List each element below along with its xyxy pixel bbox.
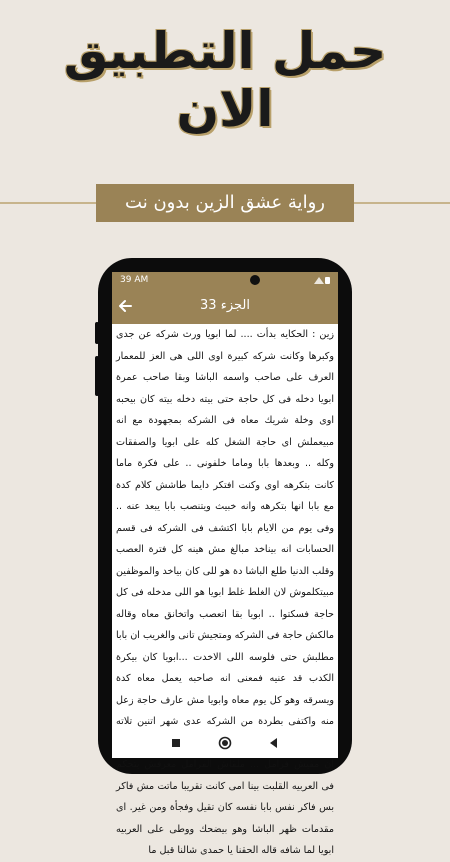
- signal-icon: [314, 276, 330, 284]
- headline-line-1: حمل التطبيق: [63, 22, 387, 80]
- banner-divider-right: [354, 202, 450, 204]
- triangle-back-icon[interactable]: [266, 735, 282, 751]
- promo-headline: [0, 22, 450, 138]
- status-time: 39 AM: [120, 275, 149, 285]
- promo-banner: رواية عشق الزين بدون نت: [96, 184, 354, 222]
- phone-volume-button: [95, 356, 99, 396]
- square-icon[interactable]: [168, 735, 184, 751]
- circle-icon[interactable]: [217, 735, 233, 751]
- phone-side-button: [95, 322, 99, 344]
- status-bar: [112, 272, 338, 288]
- story-text: زين : الحكايه بدأت .... لما ابويا ورث شركه عن جدى وكبرها وكانت شركه كبيرة اوى اللى هى العز للمعمار العرف على صاحب واسمه الباشا وبقا صاحب عمرة ابويا دخله فى كل حاجة حتى بيته دخله بيته كان بيحبه اوى وخلة شريك معاه فى الشركه بمجهودة مع انه مبيعملش اى حاجة الشغل كله على ابويا والصفقات وكله .. وبعدها بابا وماما خلفونى .. على فكرة ماما كانت بتكرهه اوى وكنت افتكر دايما طاشش كلام كدة مع بابا انها بتكرهه وانه خبيث ويتنصب بابا يبعد عنه .. وفى يوم من الايام بابا اكتشف فى الشركه فى قسم الحسابات انه بيناخد مبالغ مش هينه كل فترة العصب وقلب الدنيا طلع الباشا دة هو للى كان بياخد والموظفين مبيتكلموش لان الغلط غلط ابويا هو اللى مدخله فى كل حاجة فسكتوا .. ابويا بقا اتعصب واتخانق معاه وقاله مالكش حاجة فى الشركه ومتجيش تانى والغريب ان بابا مطلبش حتى فلوسه اللى الاخدت ...ابويا كان بيكرة الكدب قد عنيه فمعنى انه صاحبه يعمل معاه كدة ويسرقه وهو كل يوم معاه وابويا مش عارف حاجة زعل منه واكتفى بطردة من الشركه عدى شهر اتنين تلاته ان مفيش فرامل ... ملقاش الفرامل معرفش يتحكم فى العربيه القلبت بينا امى كانت تقريبا ماتت مش فاكر بس فاكر نفس بابا نفسه كان تقيل وفجأة ومن غير. اى مقدمات ظهر الباشا وهو بيضحك ووطى على العربيه ابويا لما شافه قاله الحقنا يا حمدى شالنا قبل ما: [116, 329, 334, 856]
- banner-divider-left: [0, 202, 96, 204]
- chapter-title: الجزء 33: [200, 298, 250, 313]
- headline-line-2: الان: [176, 80, 274, 138]
- phone-screen: [112, 272, 338, 856]
- front-camera: [250, 275, 260, 285]
- app-bar: [112, 288, 338, 324]
- system-nav-bar: [112, 728, 338, 758]
